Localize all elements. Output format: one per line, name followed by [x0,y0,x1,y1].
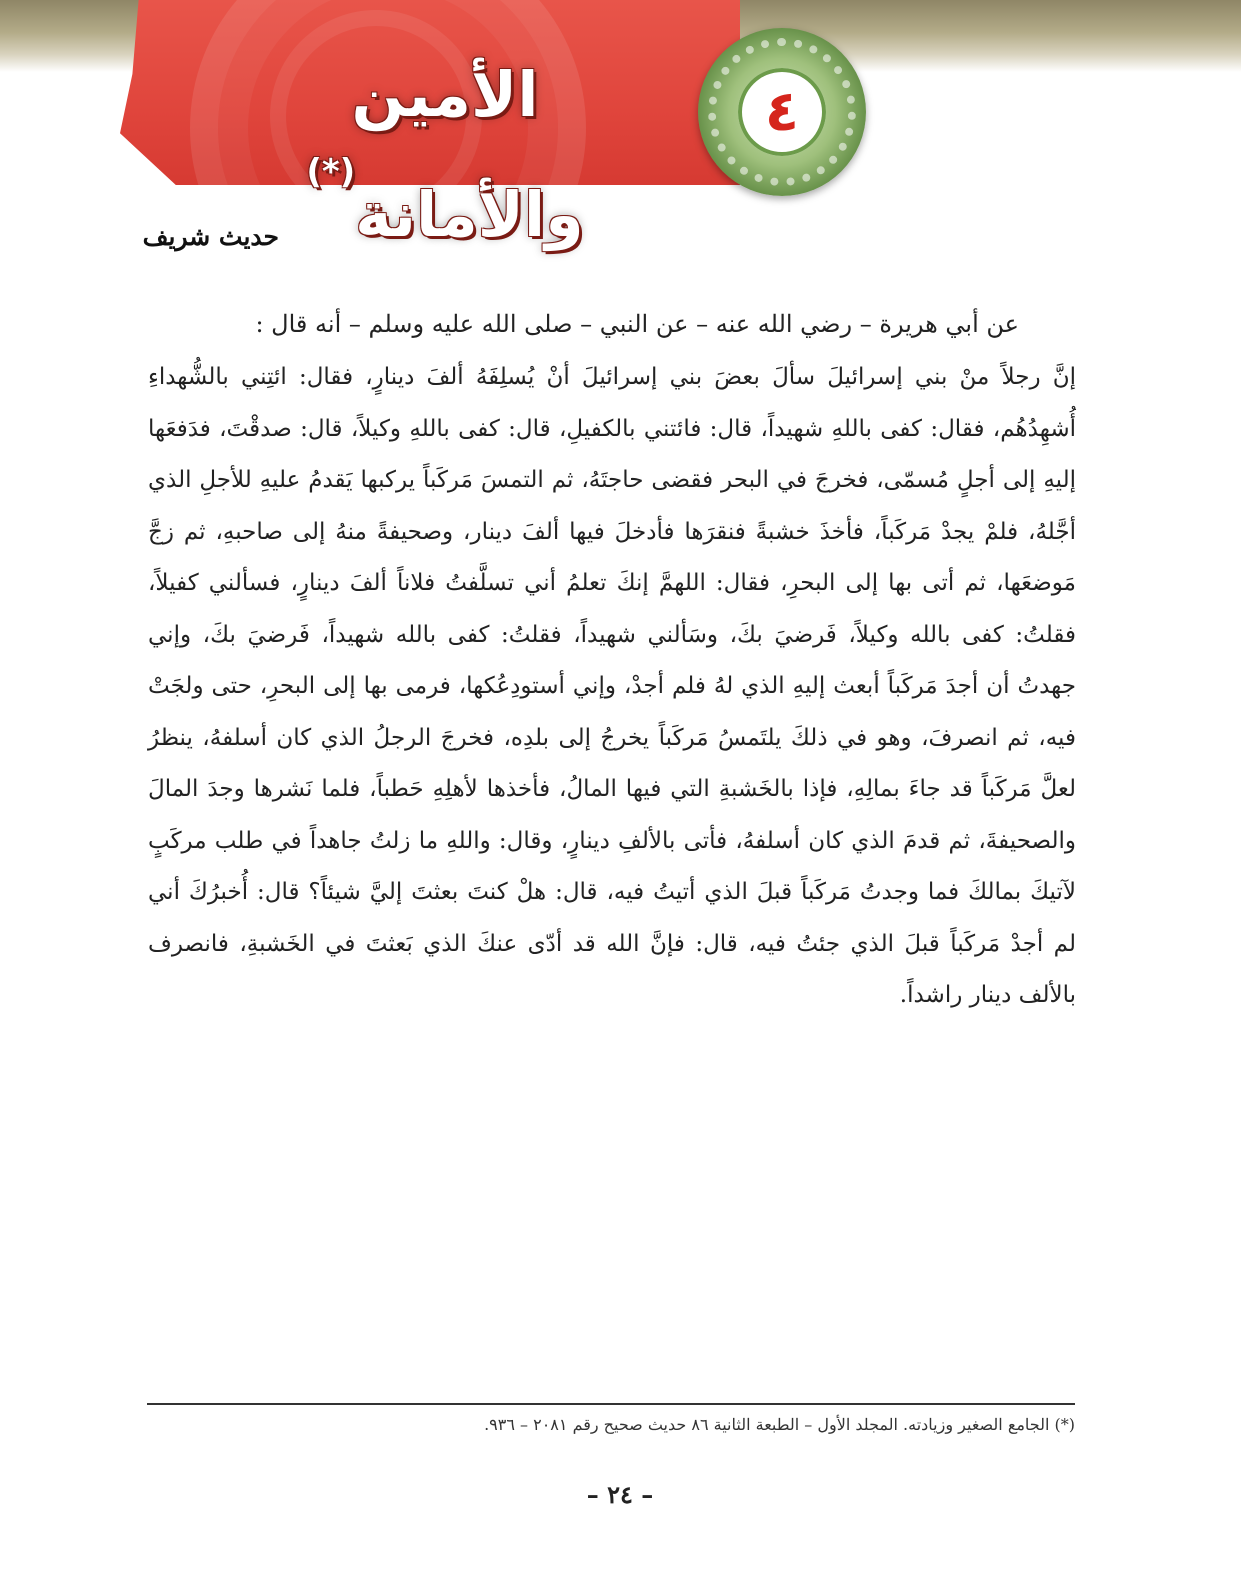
page-number: – ٢٤ – [586,1480,654,1509]
hadith-text: إنَّ رجلاً منْ بني إسرائيلَ سألَ بعضَ بني إسرائيلَ أنْ يُسلِفَهُ ألفَ دينارٍ، فقال: ائتِني بالشُّهداءِ أُشهِدُهُم، فقال: كفى باللهِ شهيداً، قال: فائتني بالكفيلِ، قال: كفى باللهِ وكيلاً، قال: صدقْتَ، فدَفعَها إليهِ إلى أجلٍ مُسمّى، فخرجَ في البحر فقضى حاجتَهُ، ثم التمسَ مَركَباً يركبها يَقدمُ عليهِ للأجلِ الذي أجَّلهُ، فلمْ يجدْ مَركَباً، فأخذَ خشبةً فنقرَها فأدخلَ فيها ألفَ دينار، وصحيفةً منهُ إلى صاحبهِ، ثم زجَّ مَوضعَها، ثم أتى بها إلى البحرِ، فقال: اللهمَّ إنكَ تعلمُ أني تسلَّفتُ فلاناً ألفَ دينارٍ، فسألني كفيلاً، فقلتُ: كفى بالله وكيلاً، فَرضيَ بكَ، وسَألني شهيداً، فقلتُ: كفى بالله شهيداً، فَرضيَ بكَ، وإني جهدتُ أن أجدَ مَركَباً أبعث إليهِ الذي لهُ فلم أجدْ، وإني أستودِعُكها، فرمى بها إلى البحرِ، حتى ولجَتْ فيه، ثم انصرفَ، وهو في ذلكَ يلتَمسُ مَركَباً يخرجُ إلى بلدِه، فخرجَ الرجلُ الذي كان أسلفهُ، ينظرُ لعلَّ مَركَباً قد جاءَ بمالِهِ، فإذا بالخَشبةِ التي فيها المالُ، فأخذها لأهلِهِ حَطباً، فلما نَشرها وجدَ المالَ والصحيفةَ، ثم قدمَ الذي كان أسلفهُ، فأتى بالألفِ دينارٍ، وقال: واللهِ ما زلتُ جاهداً في طلب مركَبٍ لآتيكَ بمالكَ فما وجدتُ مَركَباً قبلَ الذي أتيتُ فيه، قال: هلْ كنتَ بعثتَ إليَّ شيئاً؟ قال: أُخبرُكَ أني لم أجدْ مَركَباً قبلَ الذي جئتُ فيه، قال: فإنَّ الله قد أدّى عنكَ الذي بَعثتَ في الخَشبةِ، فانصرف بالألف دينار راشداً. [148,364,1076,1008]
footnote: (*) الجامع الصغير وزيادته. المجلد الأول – الطبعة الثانية ٨٦ حديث صحيح رقم ٢٠٨١ – ٩٣٦. [484,1415,1075,1434]
section-heading: حديث شريف [142,222,279,251]
hadith-intro: عن أبي هريرة – رضي الله عنه – عن النبي – صلى الله عليه وسلم – أنه قال : [255,310,1019,338]
lesson-number: ٤ [764,79,800,144]
footnote-divider [147,1403,1075,1405]
lesson-title-text: الأمين والأمانة [351,58,584,251]
title-footnote-marker: (*) [306,152,356,192]
lesson-number-medallion [698,28,866,196]
